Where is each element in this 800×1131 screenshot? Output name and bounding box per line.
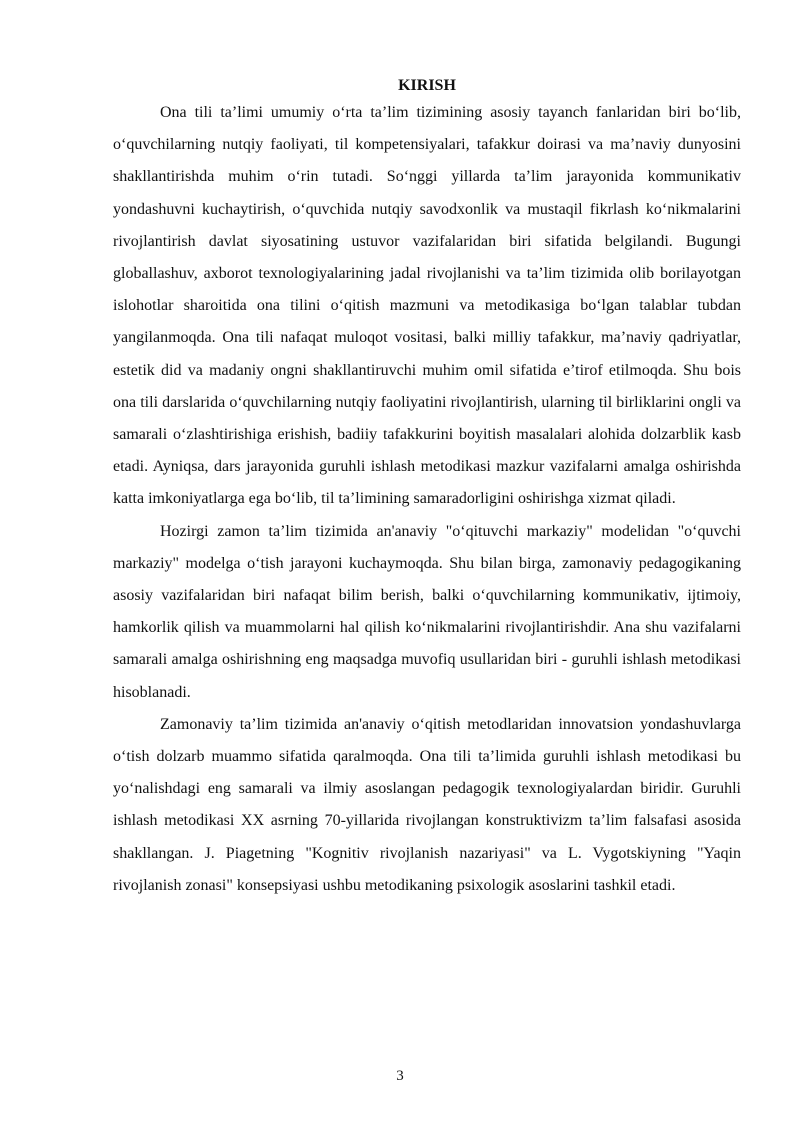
section-heading: KIRISH — [398, 77, 456, 94]
paragraph-2: Hozirgi zamon ta’lim tizimida an'anaviy "o‘qituvchi markaziy" modelidan "o‘quvchi markaziy" modelga o‘tish jarayoni kuchaymoqda. Shu bilan birga, zamonaviy pedagogikaning asosiy vazifalaridan biri nafaqat bilim berish, balki o‘quvchilarning kommunikativ, ijtimoiy, hamkorlik qilish va muammolarni hal qilish ko‘nikmalarini rivojlantirishdir. Ana shu vazifalarni samarali amalga oshirishning eng maqsadga muvofiq usullaridan biri - guruhli ishlash metodikasi hisoblanadi. — [113, 522, 741, 701]
page-number: 3 — [396, 1068, 404, 1084]
page-content — [113, 74, 741, 902]
paragraph-1: Ona tili ta’limi umumiy o‘rta ta’lim tizimining asosiy tayanch fanlaridan biri bo‘lib, o‘quvchilarning nutqiy faoliyati, til kompetensiyalari, tafakkur doirasi va ma’naviy dunyosini shakllantirishda muhim o‘rin tutadi. So‘nggi yillarda ta’lim jarayonida kommunikativ yondashuvni kuchaytirish, o‘quvchida nutqiy savodxonlik va mustaqil fikrlash ko‘nikmalarini rivojlantirish davlat siyosatining ustuvor vazifalaridan biri sifatida belgilandi. Bugungi globallashuv, axborot texnologiyalarining jadal rivojlanishi va ta’lim tizimida olib borilayotgan islohotlar sharoitida ona tilini o‘qitish mazmuni va metodikasiga bo‘lgan talablar tubdan yangilanmoqda. Ona tili nafaqat muloqot vositasi, balki milliy tafakkur, ma’naviy qadriyatlar, estetik did va madaniy ongni shakllantiruvchi muhim omil sifatida e’tirof etilmoqda. Shu bois ona tili darslarida o‘quvchilarning nutqiy faoliyatini rivojlantirish, ularning til birliklarini ongli va samarali o‘zlashtirishiga erishish, badiiy tafakkurini boyitish masalalari alohida dolzarblik kasb etadi. Ayniqsa, dars jarayonida guruhli ishlash metodikasi mazkur vazifalarni amalga oshirishda katta imkoniyatlarga ega bo‘lib, til ta’limining samaradorligini oshirishga xizmat qiladi. — [113, 104, 741, 508]
paragraph-3: Zamonaviy ta’lim tizimida an'anaviy o‘qitish metodlaridan innovatsion yondashuvlarga o‘tish dolzarb muammo sifatida qaralmoqda. Ona tili ta’limida guruhli ishlash metodikasi bu yo‘nalishdagi eng samarali va ilmiy asoslangan pedagogik texnologiyalardan biridir. Guruhli ishlash metodikasi XX asrning 70-yillarida rivojlangan konstruktivizm ta’lim falsafasi asosida shakllangan. J. Piagetning "Kognitiv rivojlanish nazariyasi" va L. Vygotskiyning "Yaqin rivojlanish zonasi" konsepsiyasi ushbu metodikaning psixologik asoslarini tashkil etadi. — [113, 715, 741, 894]
